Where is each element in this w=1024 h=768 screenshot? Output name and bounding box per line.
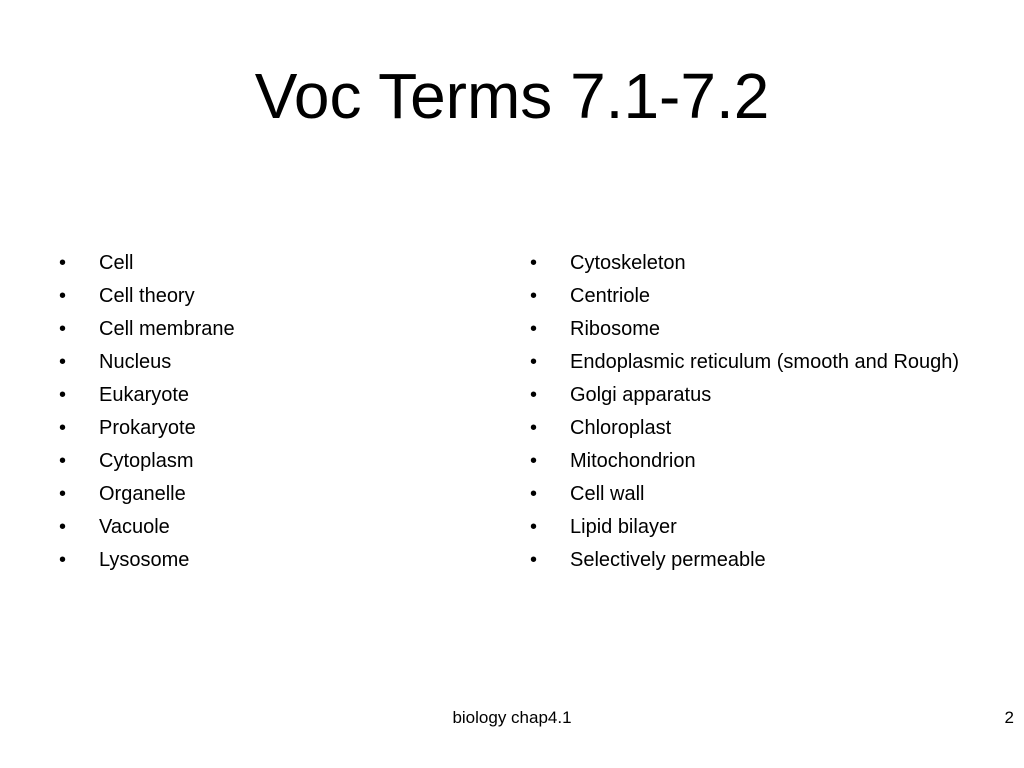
bullet-icon: • xyxy=(59,351,67,373)
bullet-item xyxy=(530,349,970,376)
bullet-item xyxy=(530,415,970,442)
footer-text: biology chap4.1 xyxy=(452,708,572,727)
bullet-text: Cell wall xyxy=(570,483,645,505)
bullet-item xyxy=(530,514,970,541)
bullet-item xyxy=(530,250,970,277)
bullet-item xyxy=(530,547,970,574)
bullet-icon: • xyxy=(530,516,538,538)
bullet-icon: • xyxy=(530,351,538,373)
bullet-icon: • xyxy=(59,483,67,505)
bullet-item xyxy=(530,283,970,310)
bullet-icon: • xyxy=(530,549,538,571)
bullet-text: Cytoplasm xyxy=(99,450,194,472)
bullet-icon: • xyxy=(530,417,538,439)
page-number: 2 xyxy=(1004,708,1014,727)
bullet-text: Lipid bilayer xyxy=(570,516,677,538)
bullet-item xyxy=(59,547,479,574)
bullet-item xyxy=(530,448,970,475)
bullet-icon: • xyxy=(59,417,67,439)
bullet-item xyxy=(59,514,479,541)
bullet-icon: • xyxy=(530,285,538,307)
bullet-text: Centriole xyxy=(570,285,651,307)
bullet-item xyxy=(530,481,970,508)
bullet-text: Selectively permeable xyxy=(570,549,766,571)
bullet-icon: • xyxy=(59,318,67,340)
bullet-text: Prokaryote xyxy=(99,417,196,439)
bullet-item xyxy=(59,349,479,376)
bullet-icon: • xyxy=(59,384,67,406)
bullet-item xyxy=(59,250,479,277)
bullet-text: Chloroplast xyxy=(570,417,672,439)
bullet-text: Lysosome xyxy=(99,549,190,571)
left-bullet-list xyxy=(59,250,479,580)
bullet-text: Endoplasmic reticulum (smooth and Rough) xyxy=(570,351,960,373)
bullet-text: Nucleus xyxy=(99,351,172,373)
bullet-icon: • xyxy=(59,549,67,571)
bullet-icon: • xyxy=(530,450,538,472)
bullet-text: Cell membrane xyxy=(99,318,235,340)
bullet-icon: • xyxy=(59,516,67,538)
bullet-text: Cytoskeleton xyxy=(570,252,686,274)
bullet-item xyxy=(530,316,970,343)
bullet-text: Golgi apparatus xyxy=(570,384,712,406)
bullet-icon: • xyxy=(530,318,538,340)
bullet-icon: • xyxy=(530,252,538,274)
slide-title: Voc Terms 7.1-7.2 xyxy=(254,60,770,132)
bullet-item xyxy=(59,316,479,343)
right-bullet-list xyxy=(530,250,970,580)
bullet-text: Ribosome xyxy=(570,318,661,340)
bullet-icon: • xyxy=(59,252,67,274)
bullet-item xyxy=(530,382,970,409)
bullet-item xyxy=(59,415,479,442)
bullet-text: Eukaryote xyxy=(99,384,190,406)
bullet-icon: • xyxy=(530,483,538,505)
bullet-text: Mitochondrion xyxy=(570,450,696,472)
bullet-icon: • xyxy=(59,450,67,472)
bullet-item xyxy=(59,283,479,310)
bullet-icon: • xyxy=(530,384,538,406)
bullet-item xyxy=(59,448,479,475)
bullet-item xyxy=(59,481,479,508)
bullet-text: Vacuole xyxy=(99,516,170,538)
bullet-icon: • xyxy=(59,285,67,307)
bullet-text: Cell xyxy=(99,252,134,274)
bullet-item xyxy=(59,382,479,409)
bullet-text: Cell theory xyxy=(99,285,195,307)
bullet-text: Organelle xyxy=(99,483,186,505)
